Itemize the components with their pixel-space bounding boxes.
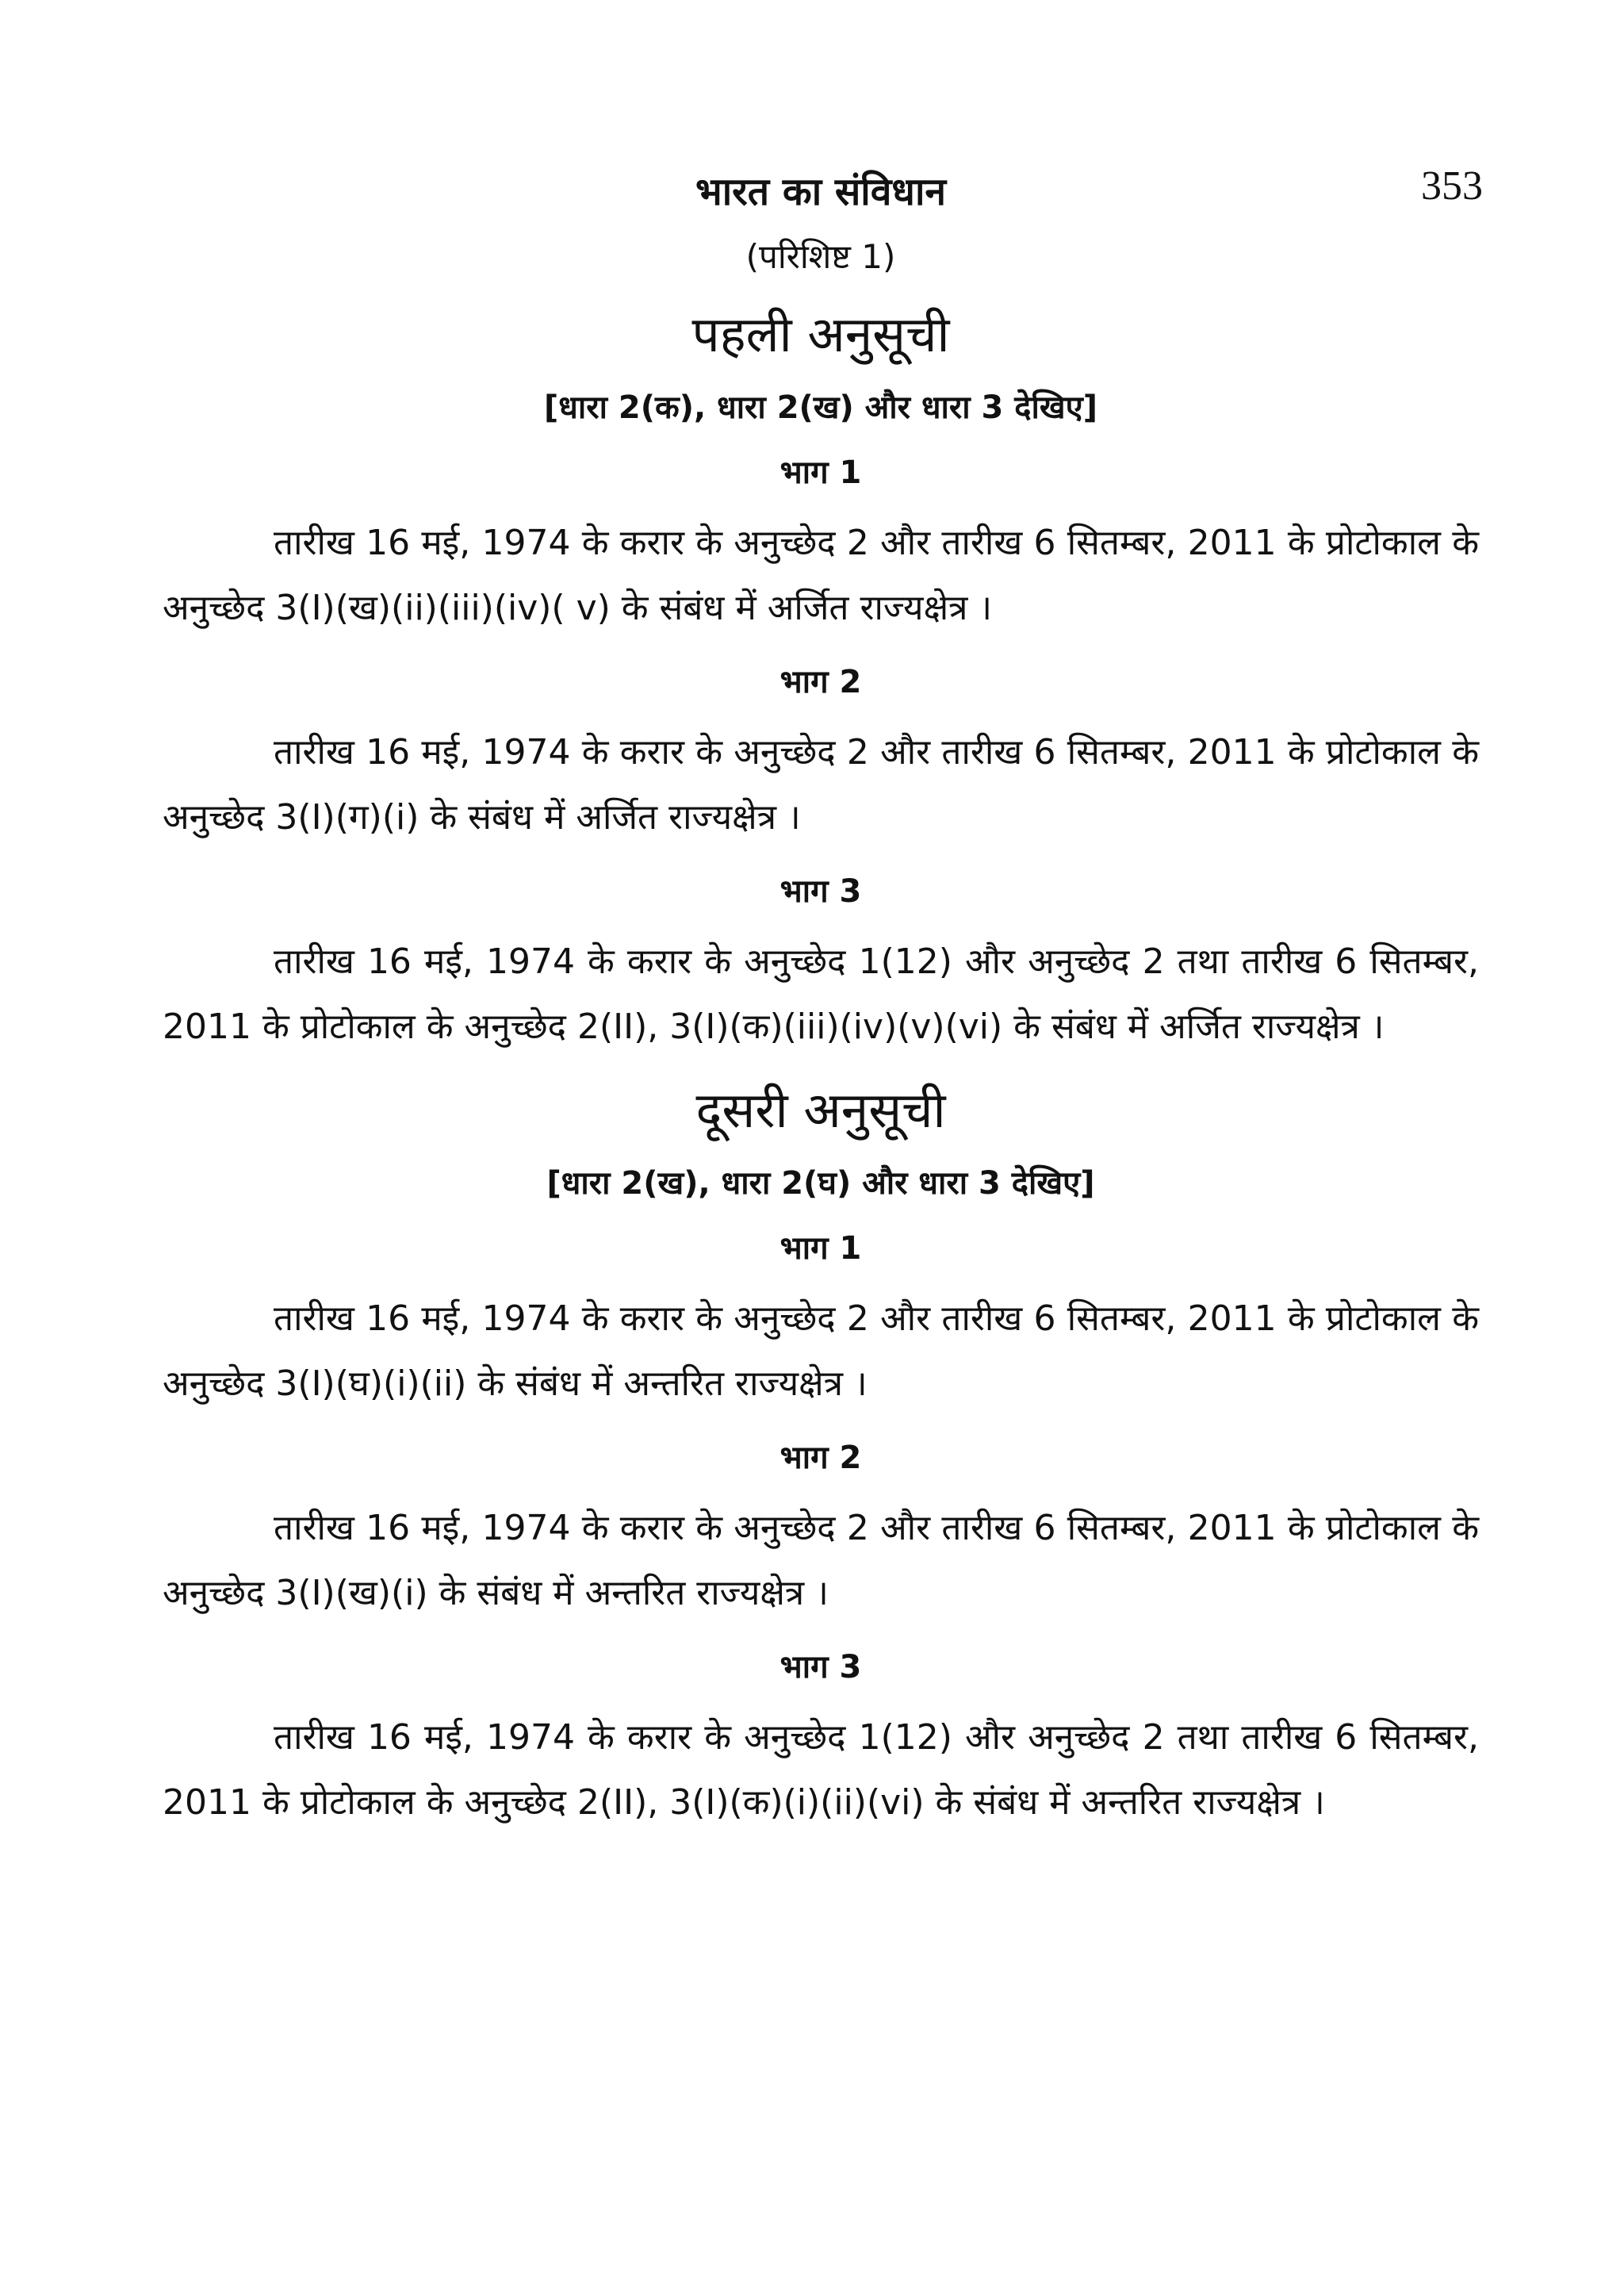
schedule-part [163,660,1479,850]
part-heading: भाग 2 [779,1440,862,1476]
appendix-label: (परिशिष्ट 1) [745,237,896,276]
page-number: 353 [1421,163,1483,209]
schedule-title: दूसरी अनुसूची [695,1081,946,1139]
schedule-part [163,451,1479,641]
part-heading: भाग 3 [779,1649,862,1685]
schedule-reference: [धारा 2(क), धारा 2(ख) और धारा 3 देखिए] [543,389,1098,426]
part-text: तारीख 16 मई, 1974 के करार के अनुच्छेद 2 और तारीख 6 सितम्बर, 2011 के प्रोटोकाल के अनुच्छेद 3(I)(ग)(i) के संबंध में अर्जित राज्यक्षेत्र । [163,732,1479,838]
schedule-part [163,869,1479,1060]
part-heading: भाग 1 [779,454,862,491]
part-heading: भाग 2 [779,664,862,700]
page-content [163,167,1479,1854]
part-heading: भाग 1 [779,1230,862,1267]
schedule-second [163,1079,1479,1835]
schedule-title: पहली अनुसूची [691,305,950,363]
part-text: तारीख 16 मई, 1974 के करार के अनुच्छेद 2 और तारीख 6 सितम्बर, 2011 के प्रोटोकाल के अनुच्छेद 3(I)(ख)(i) के संबंध में अन्तरित राज्यक्षेत्र । [163,1508,1479,1613]
part-text: तारीख 16 मई, 1974 के करार के अनुच्छेद 1(12) और अनुच्छेद 2 तथा तारीख 6 सितम्बर, 2011 के प्रोटोकाल के अनुच्छेद 2(II), 3(I)(क)(i)(ii)(vi) के संबंध में अन्तरित राज्यक्षेत्र । [163,1717,1479,1823]
part-text: तारीख 16 मई, 1974 के करार के अनुच्छेद 2 और तारीख 6 सितम्बर, 2011 के प्रोटोकाल के अनुच्छेद 3(I)(ख)(ii)(iii)(iv)( v) के संबंध में अर्जित राज्यक्षेत्र । [163,523,1479,628]
schedule-part [163,1226,1479,1417]
schedule-part [163,1645,1479,1835]
part-text: तारीख 16 मई, 1974 के करार के अनुच्छेद 1(12) और अनुच्छेद 2 तथा तारीख 6 सितम्बर, 2011 के प्रोटोकाल के अनुच्छेद 2(II), 3(I)(क)(iii)(iv)(v)(vi) के संबंध में अर्जित राज्यक्षेत्र । [163,941,1479,1047]
schedule-reference: [धारा 2(ख), धारा 2(घ) और धारा 3 देखिए] [546,1165,1095,1202]
schedule-first [163,303,1479,1060]
part-text: तारीख 16 मई, 1974 के करार के अनुच्छेद 2 और तारीख 6 सितम्बर, 2011 के प्रोटोकाल के अनुच्छेद 3(I)(घ)(i)(ii) के संबंध में अन्तरित राज्यक्षेत्र । [163,1298,1479,1404]
part-heading: भाग 3 [779,873,862,910]
schedule-part [163,1436,1479,1626]
document-title: भारत का संविधान [695,170,947,214]
